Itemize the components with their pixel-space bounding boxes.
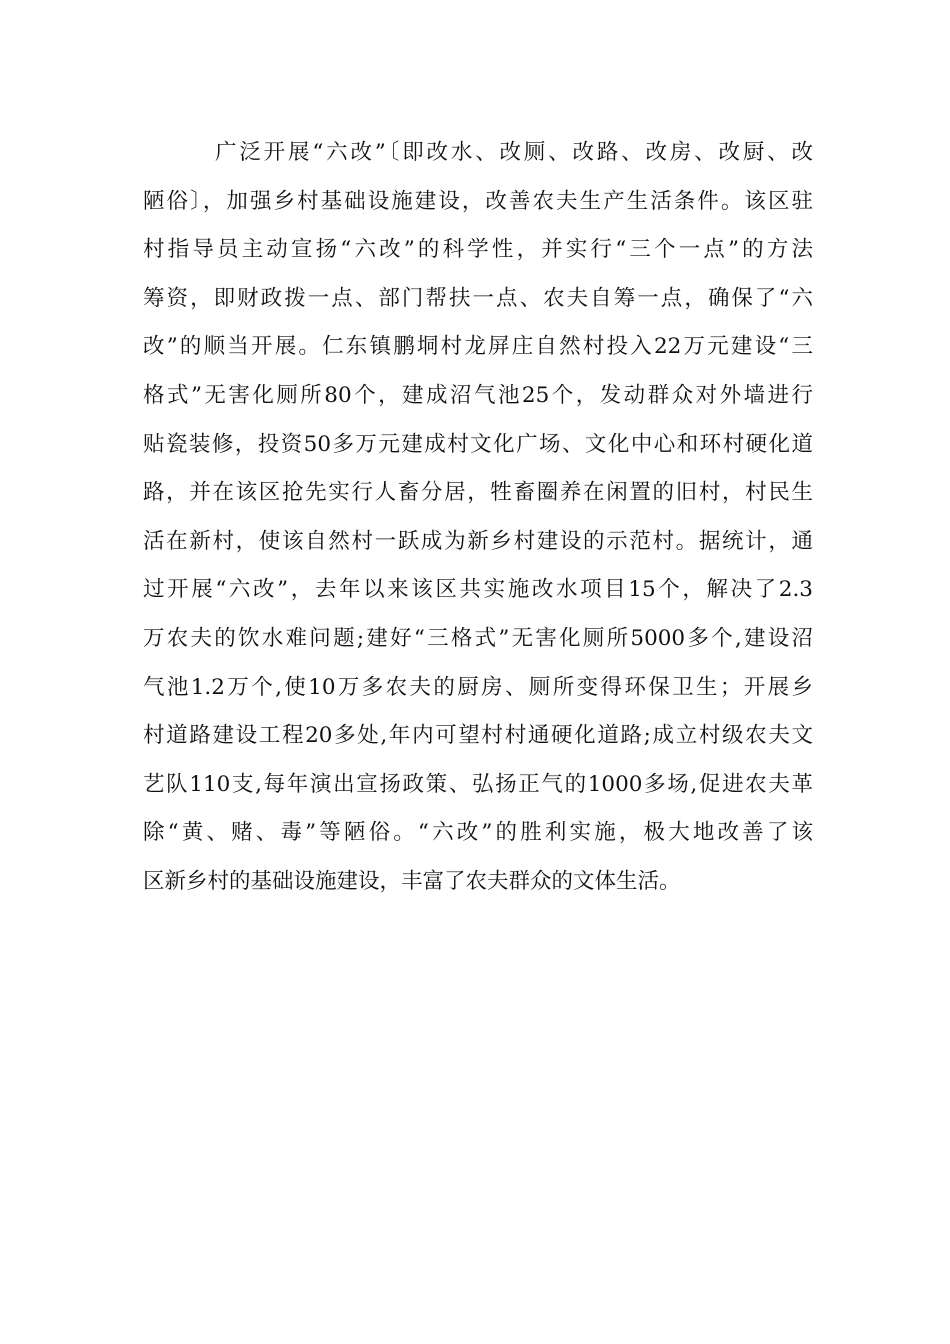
body-paragraph	[143, 129, 813, 907]
paragraph-line: 广泛开展“六改”〔即改水、改厕、改路、改房、改厨、改	[215, 140, 813, 165]
paragraph-line: 气池1.2万个,使10万多农夫的厨房、厕所变得环保卫生；开展乡	[143, 674, 813, 700]
paragraph-line: 村道路建设工程20多处,年内可望村村通硬化道路;成立村级农夫文	[143, 723, 813, 749]
paragraph-line: 格式”无害化厕所80个，建成沼气池25个，发动群众对外墙进行	[143, 382, 813, 408]
paragraph-line: 改”的顺当开展。仁东镇鹏垌村龙屏庄自然村投入22万元建设“三	[143, 334, 813, 360]
paragraph-line: 陋俗〕，加强乡村基础设施建设，改善农夫生产生活条件。该区驻	[143, 188, 813, 214]
paragraph-line: 过开展“六改”，去年以来该区共实施改水项目15个，解决了2.3	[143, 577, 813, 603]
paragraph-line: 活在新村，使该自然村一跃成为新乡村建设的示范村。据统计，通	[143, 528, 813, 554]
paragraph-line: 贴瓷装修，投资50多万元建成村文化广场、文化中心和环村硬化道	[143, 431, 813, 457]
paragraph-line: 村指导员主动宣扬“六改”的科学性，并实行“三个一点”的方法	[143, 237, 813, 263]
paragraph-line: 筹资，即财政拨一点、部门帮扶一点、农夫自筹一点，确保了“六	[143, 285, 813, 311]
paragraph-line: 万农夫的饮水难问题;建好“三格式”无害化厕所5000多个,建设沼	[143, 625, 813, 651]
paragraph-line: 路，并在该区抢先实行人畜分居，牲畜圈养在闲置的旧村，村民生	[143, 480, 813, 506]
paragraph-line: 除“黄、赌、毒”等陋俗。“六改”的胜利实施，极大地改善了该	[143, 820, 813, 846]
paragraph-line: 艺队110支,每年演出宣扬政策、弘扬正气的1000多场,促进农夫革	[143, 771, 813, 797]
paragraph-line: 区新乡村的基础设施建设，丰富了农夫群众的文体生活。	[143, 868, 681, 894]
